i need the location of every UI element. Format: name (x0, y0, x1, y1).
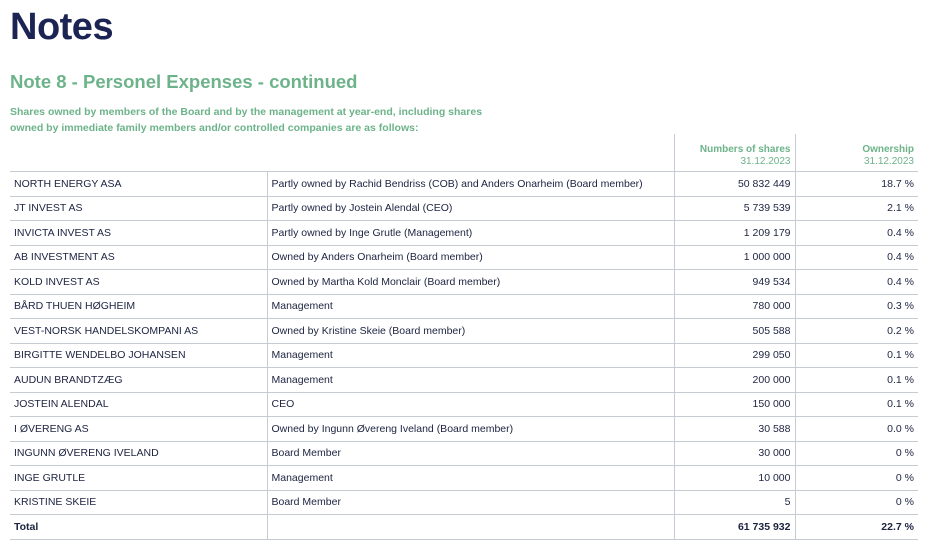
ownership-percent-cell: 0.4 % (795, 245, 918, 270)
ownership-percent-cell: 0.4 % (795, 270, 918, 295)
table-header-row (10, 134, 918, 172)
relation-description-cell: CEO (267, 392, 674, 417)
header-ownership (795, 134, 918, 172)
number-of-shares-cell: 1 000 000 (674, 245, 795, 270)
table-row (10, 172, 918, 197)
shareholder-name-cell: JOSTEIN ALENDAL (10, 392, 267, 417)
shareholder-name-cell: BÅRD THUEN HØGHEIM (10, 294, 267, 319)
shareholder-name-cell: I ØVERENG AS (10, 417, 267, 442)
shareholder-name-cell: BIRGITTE WENDELBO JOHANSEN (10, 343, 267, 368)
number-of-shares-cell: 50 832 449 (674, 172, 795, 197)
shareholder-name-cell: INGE GRUTLE (10, 466, 267, 491)
relation-description-cell: Board Member (267, 441, 674, 466)
table-row (10, 466, 918, 491)
header-name-cell (10, 134, 267, 172)
number-of-shares-cell: 200 000 (674, 368, 795, 393)
relation-description-cell: Owned by Ingunn Øvereng Iveland (Board member) (267, 417, 674, 442)
number-of-shares-cell: 30 000 (674, 441, 795, 466)
intro-line-2: owned by immediate family members and/or controlled companies are as follows: (10, 122, 419, 134)
table-row (10, 368, 918, 393)
header-shares-title: Numbers of shares (699, 144, 791, 155)
header-ownership-title: Ownership (862, 144, 914, 155)
ownership-percent-cell: 0.1 % (795, 392, 918, 417)
intro-text (10, 104, 530, 136)
header-description-cell (267, 134, 674, 172)
ownership-percent-cell: 0 % (795, 441, 918, 466)
number-of-shares-cell: 1 209 179 (674, 221, 795, 246)
ownership-percent-cell: 18.7 % (795, 172, 918, 197)
page-title: Notes (10, 6, 114, 48)
shareholder-name-cell: AB INVESTMENT AS (10, 245, 267, 270)
number-of-shares-cell: 5 (674, 490, 795, 515)
number-of-shares-cell: 780 000 (674, 294, 795, 319)
table-row (10, 343, 918, 368)
ownership-percent-cell: 0.1 % (795, 343, 918, 368)
table-row (10, 319, 918, 344)
number-of-shares-cell: 505 588 (674, 319, 795, 344)
ownership-percent-cell: 0 % (795, 490, 918, 515)
shareholder-name-cell: NORTH ENERGY ASA (10, 172, 267, 197)
total-row (10, 515, 918, 540)
table-row (10, 417, 918, 442)
number-of-shares-cell: 10 000 (674, 466, 795, 491)
shareholder-name-cell: INGUNN ØVERENG IVELAND (10, 441, 267, 466)
number-of-shares-cell: 30 588 (674, 417, 795, 442)
total-shares: 61 735 932 (674, 515, 795, 540)
table-row (10, 490, 918, 515)
section-heading: Note 8 - Personel Expenses - continued (10, 71, 358, 92)
relation-description-cell: Management (267, 294, 674, 319)
relation-description-cell: Management (267, 343, 674, 368)
shareholder-name-cell: INVICTA INVEST AS (10, 221, 267, 246)
relation-description-cell: Partly owned by Inge Grutle (Management) (267, 221, 674, 246)
shareholder-name-cell: KOLD INVEST AS (10, 270, 267, 295)
ownership-percent-cell: 0.3 % (795, 294, 918, 319)
header-number-of-shares (674, 134, 795, 172)
relation-description-cell: Management (267, 466, 674, 491)
number-of-shares-cell: 5 739 539 (674, 196, 795, 221)
table-row (10, 245, 918, 270)
table-row (10, 441, 918, 466)
ownership-percent-cell: 0.2 % (795, 319, 918, 344)
header-ownership-date: 31.12.2023 (863, 156, 914, 167)
number-of-shares-cell: 150 000 (674, 392, 795, 417)
ownership-percent-cell: 0 % (795, 466, 918, 491)
ownership-percent-cell: 0.1 % (795, 368, 918, 393)
relation-description-cell: Board Member (267, 490, 674, 515)
table-row (10, 221, 918, 246)
total-description-cell (267, 515, 674, 540)
table-row (10, 270, 918, 295)
relation-description-cell: Owned by Martha Kold Monclair (Board member) (267, 270, 674, 295)
relation-description-cell: Owned by Anders Onarheim (Board member) (267, 245, 674, 270)
ownership-percent-cell: 2.1 % (795, 196, 918, 221)
table-row (10, 294, 918, 319)
shareholder-name-cell: VEST-NORSK HANDELSKOMPANI AS (10, 319, 267, 344)
intro-line-1: Shares owned by members of the Board and by the management at year-end, including shares (10, 106, 483, 118)
header-shares-date: 31.12.2023 (740, 156, 791, 167)
table-body (10, 172, 918, 515)
total-label: Total (10, 515, 267, 540)
shareholder-name-cell: KRISTINE SKEIE (10, 490, 267, 515)
total-ownership: 22.7 % (795, 515, 918, 540)
ownership-percent-cell: 0.0 % (795, 417, 918, 442)
shareholder-name-cell: JT INVEST AS (10, 196, 267, 221)
relation-description-cell: Partly owned by Jostein Alendal (CEO) (267, 196, 674, 221)
ownership-percent-cell: 0.4 % (795, 221, 918, 246)
table-row (10, 196, 918, 221)
shareholdings-table (10, 134, 918, 540)
relation-description-cell: Management (267, 368, 674, 393)
relation-description-cell: Owned by Kristine Skeie (Board member) (267, 319, 674, 344)
relation-description-cell: Partly owned by Rachid Bendriss (COB) and Anders Onarheim (Board member) (267, 172, 674, 197)
number-of-shares-cell: 949 534 (674, 270, 795, 295)
table-row (10, 392, 918, 417)
number-of-shares-cell: 299 050 (674, 343, 795, 368)
shareholder-name-cell: AUDUN BRANDTZÆG (10, 368, 267, 393)
